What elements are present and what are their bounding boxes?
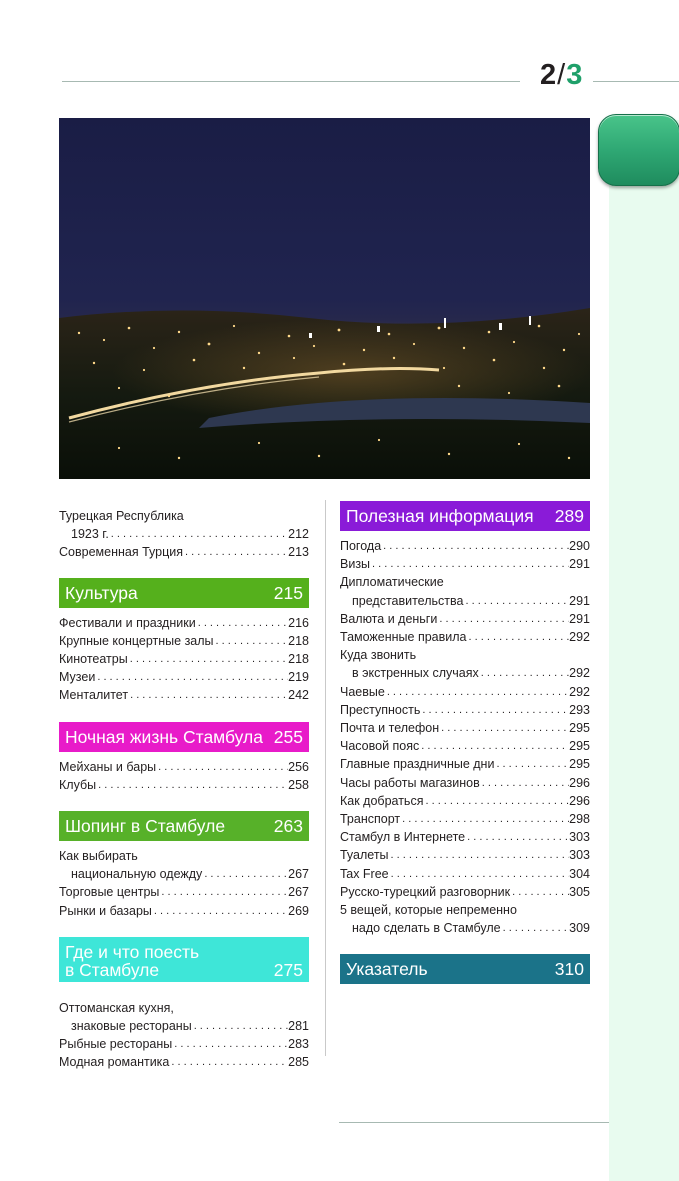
toc-entry[interactable]: в экстренных случаях . . . 292 xyxy=(340,664,590,682)
toc-entry[interactable]: Кинотеатры . . . 218 xyxy=(59,650,309,668)
toc-entry[interactable]: Дипломатические xyxy=(340,575,444,590)
toc-entry[interactable]: Турецкая Республика xyxy=(59,509,184,523)
section-header-food[interactable]: Где и что поесть в Стамбуле 275 xyxy=(59,937,309,982)
toc-entry[interactable]: национальную одежду . . . 267 xyxy=(59,865,309,883)
toc-entry[interactable]: Фестивали и праздники . . . 216 xyxy=(59,614,309,632)
toc-entry[interactable]: Современная Турция . . . 213 xyxy=(59,543,309,561)
toc-right-column xyxy=(340,501,590,984)
toc-entry[interactable]: Почта и телефон . . . 295 xyxy=(340,719,590,737)
city-night-photo xyxy=(59,118,590,479)
toc-entry[interactable]: Мейханы и бары . . . 256 xyxy=(59,758,309,776)
toc-left-column xyxy=(59,507,309,1072)
section-header-nightlife[interactable]: Ночная жизнь Стамбула 255 xyxy=(59,722,309,752)
toc-entry[interactable]: Tax Free . . . 304 xyxy=(340,865,590,883)
toc-entry[interactable]: Рынки и базары . . . 269 xyxy=(59,902,309,920)
toc-entry[interactable]: Стамбул в Интернете . . . 303 xyxy=(340,828,590,846)
toc-entry[interactable]: Как добраться . . . 296 xyxy=(340,792,590,810)
toc-entry[interactable]: Валюта и деньги . . . 291 xyxy=(340,610,590,628)
section-header-index[interactable]: Указатель 310 xyxy=(340,954,590,984)
toc-entry[interactable]: 1923 г. . . . 212 xyxy=(59,525,309,543)
istanbul-night-panorama-image xyxy=(59,118,590,479)
toc-entry[interactable]: представительства . . . 291 xyxy=(340,592,590,610)
toc-entry[interactable]: Часы работы магазинов . . . 296 xyxy=(340,774,590,792)
toc-entry[interactable]: 5 вещей, которые непременно xyxy=(340,903,517,918)
toc-entry[interactable]: Чаевые . . . 292 xyxy=(340,683,590,701)
footer-rule xyxy=(339,1122,609,1123)
toc-entry[interactable]: Менталитет . . . 242 xyxy=(59,686,309,704)
toc-entry[interactable]: Крупные концертные залы . . . 218 xyxy=(59,632,309,650)
toc-entry[interactable]: Преступность . . . 293 xyxy=(340,701,590,719)
toc-entry[interactable]: Оттоманская кухня, xyxy=(59,1000,174,1015)
chapter-tab[interactable] xyxy=(598,114,679,186)
header-rule-left xyxy=(62,81,520,82)
toc-entry[interactable]: Погода . . . 290 xyxy=(340,537,590,555)
toc-entry[interactable]: Музеи . . . 219 xyxy=(59,668,309,686)
toc-entry[interactable]: Туалеты . . . 303 xyxy=(340,846,590,864)
toc-entry[interactable]: Как выбирать xyxy=(59,849,138,864)
toc-entry[interactable]: Транспорт . . . 298 xyxy=(340,810,590,828)
toc-entry[interactable]: Часовой пояс . . . 295 xyxy=(340,737,590,755)
toc-entry[interactable]: надо сделать в Стамбуле . . . 309 xyxy=(340,919,590,937)
header-rule-right xyxy=(593,81,679,82)
toc-entry[interactable]: Таможенные правила . . . 292 xyxy=(340,628,590,646)
toc-entry[interactable]: Клубы . . . 258 xyxy=(59,776,309,794)
toc-entry[interactable]: Главные праздничные дни . . . 295 xyxy=(340,755,590,773)
section-header-shopping[interactable]: Шопинг в Стамбуле 263 xyxy=(59,811,309,841)
section-header-culture[interactable]: Культура 215 xyxy=(59,578,309,608)
toc-entry[interactable]: Русско-турецкий разговорник . . . 305 xyxy=(340,883,590,901)
toc-entry[interactable]: Куда звонить xyxy=(340,648,417,663)
toc-entry[interactable]: Торговые центры . . . 267 xyxy=(59,883,309,901)
section-header-useful-info[interactable]: Полезная информация 289 xyxy=(340,501,590,531)
toc-entry[interactable]: знаковые рестораны . . . 281 xyxy=(59,1017,309,1035)
toc-entry[interactable]: Рыбные рестораны . . . 283 xyxy=(59,1035,309,1053)
side-strip xyxy=(609,120,679,1181)
toc-entry[interactable]: Визы . . . 291 xyxy=(340,555,590,573)
page-number: 2/3 xyxy=(540,59,584,91)
toc-entry[interactable]: Модная романтика . . . 285 xyxy=(59,1053,309,1071)
column-divider xyxy=(325,500,326,1056)
